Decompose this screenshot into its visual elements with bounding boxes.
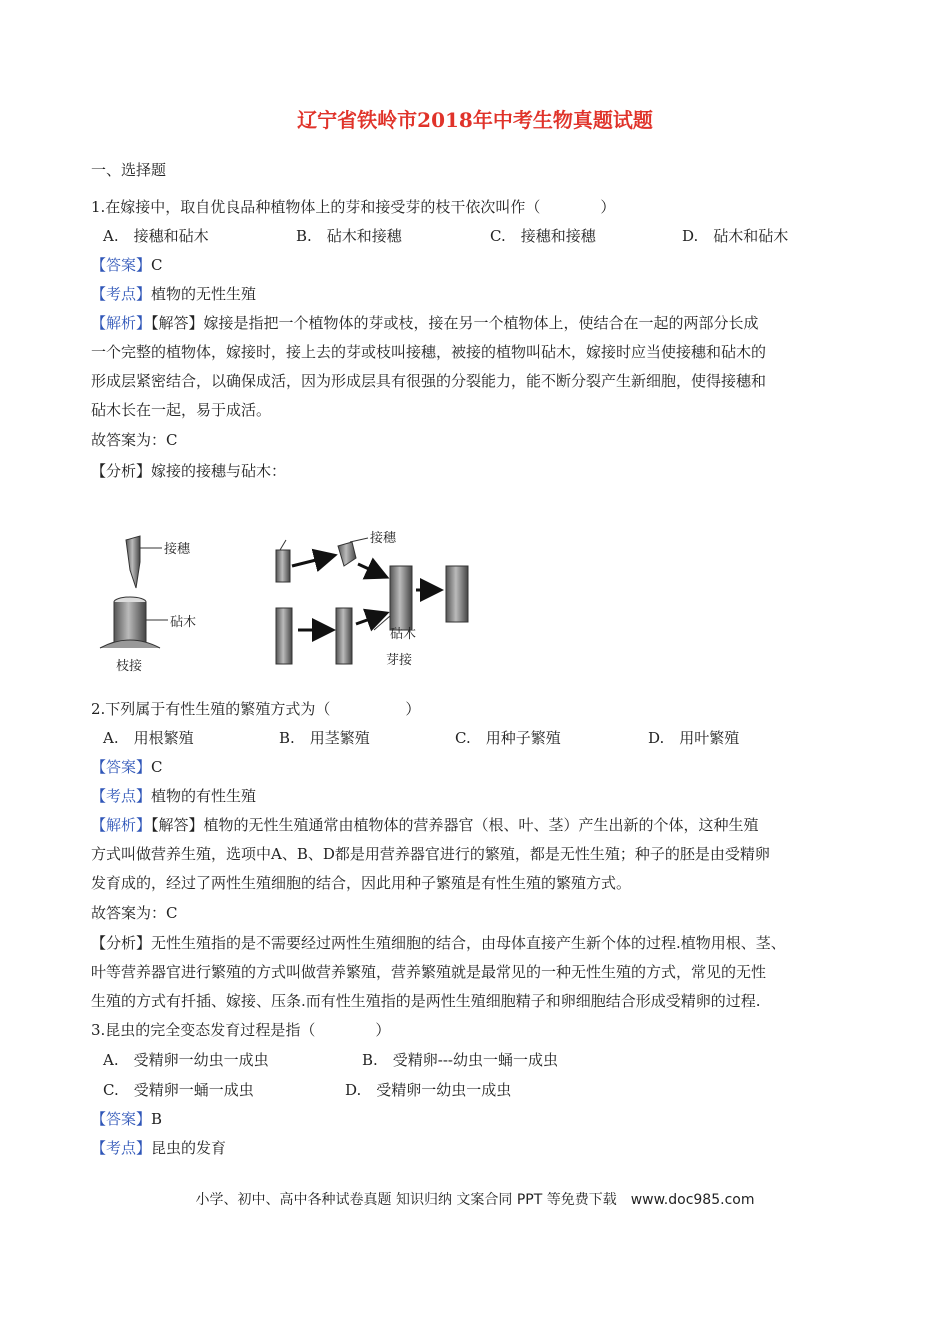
q3-option-d: D. 受精卵一幼虫一成虫 bbox=[345, 1081, 512, 1099]
q2-analysis-line bbox=[91, 815, 759, 835]
page-title: 辽宁省铁岭市2018年中考生物真题试题 bbox=[297, 108, 653, 132]
point-value: 昆虫的发育 bbox=[151, 1139, 227, 1157]
q3-option-a: A. 受精卵一幼虫一成虫 bbox=[103, 1051, 269, 1069]
q2-answer bbox=[91, 757, 163, 777]
q2-point bbox=[91, 786, 256, 806]
analysis-text: 【解答】植物的无性生殖通常由植物体的营养器官（根、叶、茎）产生出新的个体，这种生殖 bbox=[151, 816, 759, 834]
right-stock-label: 砧木 bbox=[390, 627, 417, 642]
page-footer: 小学、初中、高中各种试卷真题 知识归纳 文案合同 PPT 等免费下载 www.doc985.com bbox=[195, 1192, 755, 1208]
right-scion-label: 接穗 bbox=[370, 531, 397, 546]
q1-stem: 1.在嫁接中，取自优良品种植物体上的芽和接受芽的枝干依次叫作（ ） bbox=[91, 198, 616, 216]
q1-analysis-line: 一个完整的植物体，嫁接时，接上去的芽或枝叫接穗，被接的植物叫砧木，嫁接时应当使接穗和砧木的 bbox=[91, 343, 767, 361]
point-value: 植物的无性生殖 bbox=[151, 285, 257, 303]
q1-option-b: B. 砧木和接穗 bbox=[296, 227, 402, 245]
section-heading: 一、选择题 bbox=[91, 161, 167, 179]
q1-analysis-line: 砧木长在一起，易于成活。 bbox=[91, 401, 272, 419]
q1-option-d: D. 砧木和砧木 bbox=[682, 227, 789, 245]
q3-point bbox=[91, 1138, 226, 1158]
answer-tag: 【答案】 bbox=[91, 1110, 152, 1128]
q2-fenxi-line: 【分析】无性生殖指的是不需要经过两性生殖细胞的结合，由母体直接产生新个体的过程.植物用根、茎、 bbox=[91, 934, 786, 952]
q2-analysis-line: 方式叫做营养生殖，选项中A、B、D都是用营养器官进行的繁殖，都是无性生殖；种子的胚是由受精卵 bbox=[91, 845, 770, 863]
answer-tag: 【答案】 bbox=[91, 758, 152, 776]
point-value: 植物的有性生殖 bbox=[151, 787, 257, 805]
q2-stem: 2.下列属于有性生殖的繁殖方式为（ ） bbox=[91, 700, 421, 718]
left-caption: 枝接 bbox=[116, 659, 143, 674]
q1-fenxi: 【分析】嫁接的接穗与砧木： bbox=[91, 462, 287, 480]
left-stock-label: 砧木 bbox=[170, 615, 197, 630]
q3-option-c: C. 受精卵一蛹一成虫 bbox=[103, 1081, 254, 1099]
analysis-tag: 【解析】 bbox=[91, 314, 152, 332]
left-scion-label: 接穗 bbox=[164, 542, 191, 557]
q2-analysis-line: 发育成的，经过了两性生殖细胞的结合，因此用种子繁殖是有性生殖的繁殖方式。 bbox=[91, 874, 632, 892]
q2-option-d: D. 用叶繁殖 bbox=[648, 729, 740, 747]
point-tag: 【考点】 bbox=[91, 1139, 152, 1157]
q2-option-a: A. 用根繁殖 bbox=[103, 729, 194, 747]
q3-stem: 3.昆虫的完全变态发育过程是指（ ） bbox=[91, 1021, 391, 1039]
q2-conclusion: 故答案为：C bbox=[91, 904, 178, 922]
answer-value: C bbox=[151, 256, 163, 274]
q1-option-c: C. 接穗和接穗 bbox=[490, 227, 596, 245]
q3-option-b: B. 受精卵---幼虫一蛹一成虫 bbox=[362, 1051, 558, 1069]
q2-option-b: B. 用茎繁殖 bbox=[279, 729, 370, 747]
q2-fenxi-line: 叶等营养器官进行繁殖的方式叫做营养繁殖，营养繁殖就是最常见的一种无性生殖的方式，常见的无性 bbox=[91, 963, 767, 981]
q1-analysis-line bbox=[91, 313, 759, 333]
analysis-text: 【解答】嫁接是指把一个植物体的芽或枝，接在另一个植物体上，使结合在一起的两部分长成 bbox=[151, 314, 759, 332]
bud-graft-illustration bbox=[276, 538, 468, 664]
q1-answer bbox=[91, 255, 163, 275]
q2-fenxi-line: 生殖的方式有扦插、嫁接、压条.而有性生殖指的是两性生殖细胞精子和卵细胞结合形成受精卵的过程. bbox=[91, 992, 761, 1010]
point-tag: 【考点】 bbox=[91, 787, 152, 805]
q1-conclusion: 故答案为：C bbox=[91, 431, 178, 449]
analysis-tag: 【解析】 bbox=[91, 816, 152, 834]
q2-option-c: C. 用种子繁殖 bbox=[455, 729, 561, 747]
right-caption: 芽接 bbox=[386, 653, 413, 668]
answer-tag: 【答案】 bbox=[91, 256, 152, 274]
point-tag: 【考点】 bbox=[91, 285, 152, 303]
q1-option-a: A. 接穗和砧木 bbox=[103, 227, 209, 245]
grafting-figure bbox=[90, 520, 490, 680]
branch-graft-illustration bbox=[100, 536, 168, 648]
q3-answer bbox=[91, 1109, 162, 1129]
q1-analysis-line: 形成层紧密结合，以确保成活，因为形成层具有很强的分裂能力，能不断分裂产生新细胞，使得接穗和 bbox=[91, 372, 767, 390]
q1-point bbox=[91, 284, 256, 304]
answer-value: B bbox=[151, 1110, 163, 1128]
answer-value: C bbox=[151, 758, 163, 776]
